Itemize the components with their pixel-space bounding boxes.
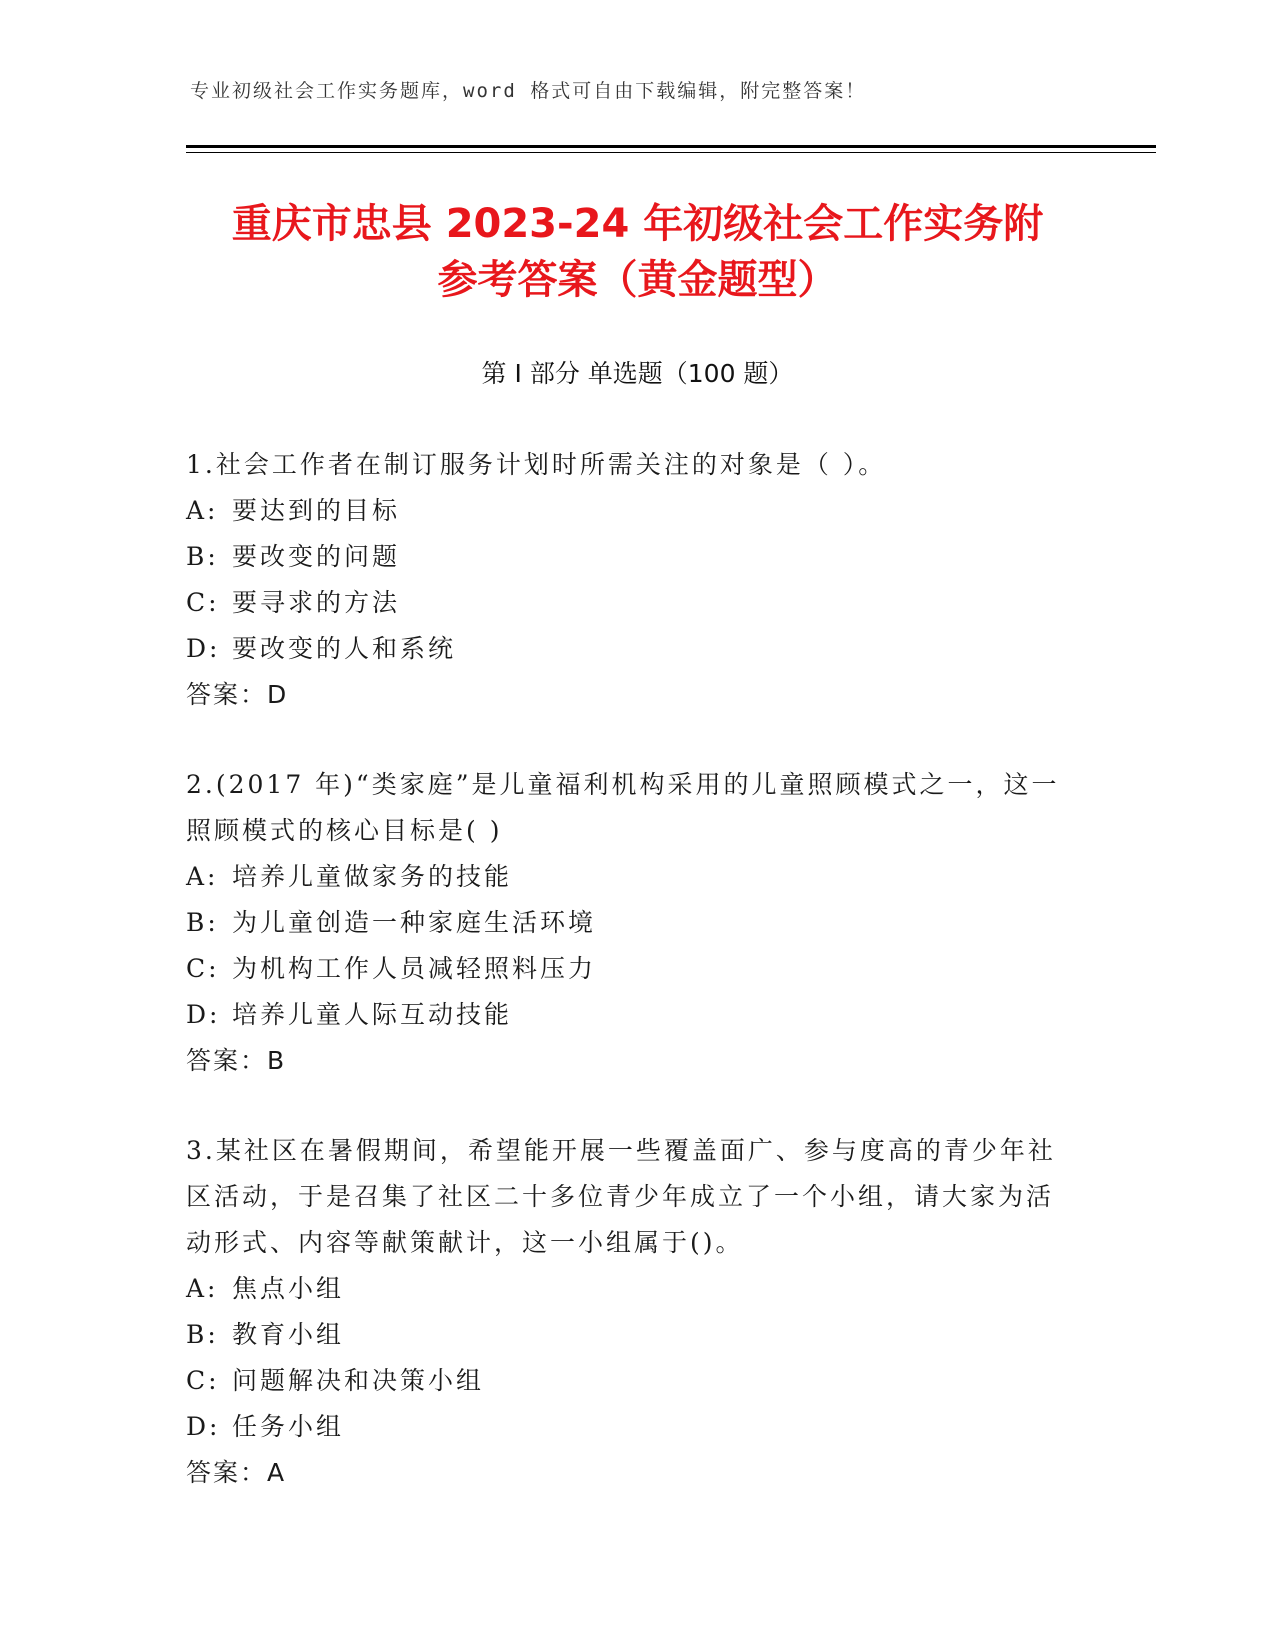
question-stem: 3.某社区在暑假期间，希望能开展一些覆盖面广、参与度高的青少年社区活动，于是召集了社区二十多位青少年成立了一个小组，请大家为活动形式、内容等献策献计，这一小组属于()。 bbox=[186, 1136, 1056, 1257]
question-stem: 2.(2017 年)“类家庭”是儿童福利机构采用的儿童照顾模式之一，这一照顾模式的核心目标是( ) bbox=[186, 770, 1060, 845]
option-key: A: bbox=[186, 1274, 219, 1303]
answer-line: 答案：D bbox=[186, 680, 289, 709]
option-key: A: bbox=[186, 862, 219, 891]
option-key: A: bbox=[186, 496, 219, 525]
option-text: 要改变的问题 bbox=[232, 542, 401, 571]
option-key: C: bbox=[186, 588, 220, 617]
header-note: 专业初级社会工作实务题库，word 格式可自由下载编辑，附完整答案！ bbox=[190, 80, 867, 102]
document-title bbox=[150, 196, 1125, 308]
option-key: D: bbox=[186, 1412, 221, 1441]
answer-line: 答案：A bbox=[186, 1458, 287, 1487]
option-a bbox=[186, 1266, 1076, 1312]
option-text: 为儿童创造一种家庭生活环境 bbox=[232, 908, 597, 937]
option-text: 培养儿童人际互动技能 bbox=[232, 1000, 513, 1029]
header-rule-thick bbox=[186, 145, 1156, 148]
option-d bbox=[186, 626, 1076, 672]
answer-line: 答案：B bbox=[186, 1046, 287, 1075]
question-1 bbox=[186, 442, 1076, 718]
option-a bbox=[186, 854, 1076, 900]
option-d bbox=[186, 992, 1076, 1038]
option-b bbox=[186, 534, 1076, 580]
document-title-line-1: 重庆市忠县 2023-24 年初级社会工作实务附 bbox=[231, 201, 1044, 247]
question-stem: 1.社会工作者在制订服务计划时所需关注的对象是（ ）。 bbox=[186, 450, 887, 479]
document-title-line-2: 参考答案（黄金题型） bbox=[437, 257, 838, 303]
option-key: C: bbox=[186, 954, 220, 983]
option-text: 要改变的人和系统 bbox=[232, 634, 457, 663]
section-title: 第 I 部分 单选题（100 题） bbox=[481, 359, 794, 388]
question-3 bbox=[186, 1128, 1076, 1496]
option-text: 问题解决和决策小组 bbox=[232, 1366, 485, 1395]
option-text: 焦点小组 bbox=[232, 1274, 345, 1303]
option-b bbox=[186, 1312, 1076, 1358]
option-key: B: bbox=[186, 1320, 219, 1349]
option-c bbox=[186, 1358, 1076, 1404]
option-key: B: bbox=[186, 542, 219, 571]
option-text: 教育小组 bbox=[232, 1320, 345, 1349]
option-text: 任务小组 bbox=[232, 1412, 345, 1441]
option-a bbox=[186, 488, 1076, 534]
option-text: 为机构工作人员减轻照料压力 bbox=[232, 954, 597, 983]
option-key: C: bbox=[186, 1366, 220, 1395]
option-text: 要达到的目标 bbox=[232, 496, 401, 525]
option-c bbox=[186, 946, 1076, 992]
question-2 bbox=[186, 762, 1076, 1084]
header-rule-thin bbox=[186, 152, 1156, 153]
option-key: B: bbox=[186, 908, 219, 937]
option-text: 培养儿童做家务的技能 bbox=[232, 862, 513, 891]
option-text: 要寻求的方法 bbox=[232, 588, 401, 617]
option-c bbox=[186, 580, 1076, 626]
option-key: D: bbox=[186, 1000, 221, 1029]
question-list bbox=[186, 442, 1076, 1540]
option-b bbox=[186, 900, 1076, 946]
option-d bbox=[186, 1404, 1076, 1450]
option-key: D: bbox=[186, 634, 221, 663]
